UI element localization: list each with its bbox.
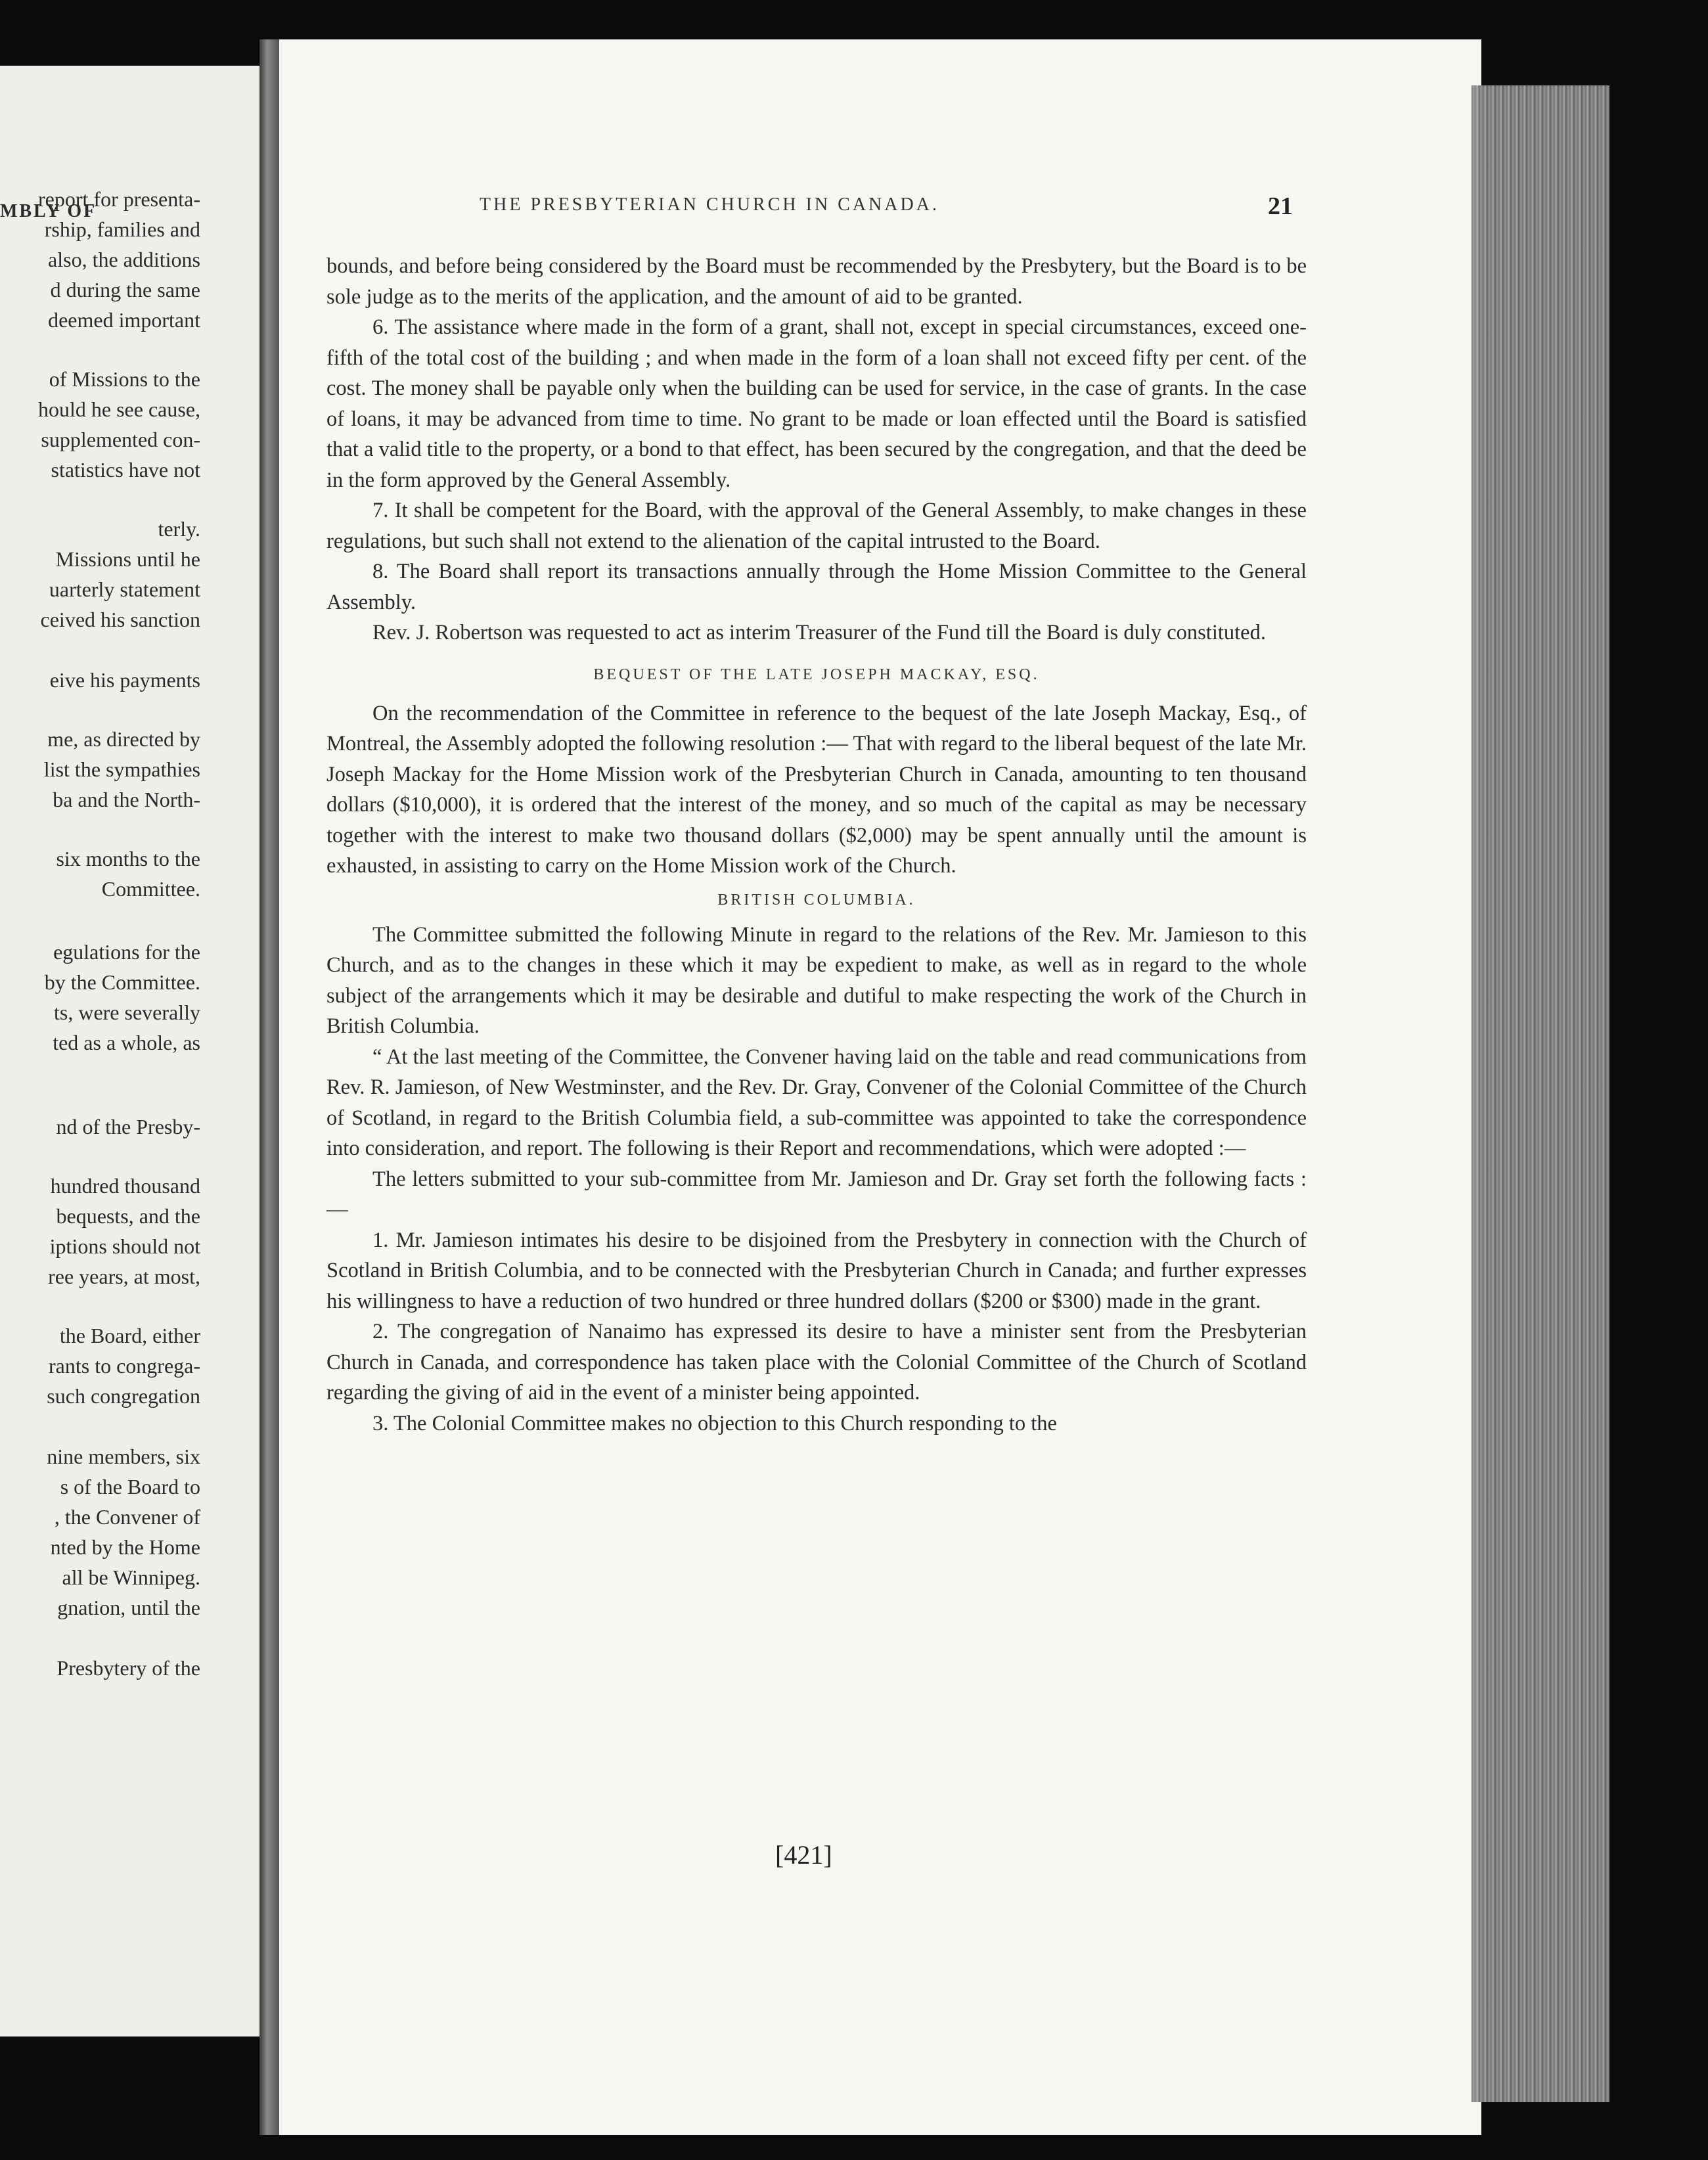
left-page-line: such congregation: [47, 1384, 200, 1408]
left-page-line: eive his payments: [49, 668, 200, 692]
paragraph: 2. The congregation of Nanaimo has expressed its desire to have a minister sent from the Presbyterian Church in Canada, and correspondence has taken place with the Colonial Committee of the Church of Scotland regarding the giving of aid in the event of a minister being appointed.: [326, 1320, 1307, 1405]
left-page-line: rants to congrega-: [48, 1354, 200, 1378]
left-page-line: , the Convener of: [54, 1505, 200, 1529]
left-page-line: statistics have not: [51, 458, 200, 482]
left-page-line: ts, were severally: [53, 1001, 200, 1024]
left-page-line: six months to the: [56, 847, 200, 870]
left-page-line: ree years, at most,: [48, 1265, 200, 1288]
paragraph: “ At the last meeting of the Committee, the Convener having laid on the table and read communications from Rev. R. Jamieson, of New Westminster, and the Rev. Dr. Gray, Convener of the Colonial Committee of the Church of Scotland, in regard to the British Columbia field, a sub-committee was appointed to take the correspondence into consideration, and report. The following is their Report and recommendations, which were adopted :—: [326, 1045, 1307, 1160]
left-page-line: terly.: [158, 517, 200, 541]
paragraph: 7. It shall be competent for the Board, with the approval of the General Assembly, to make changes in these regulations, but such shall not extend to the alienation of the capital intrusted to the Board.: [326, 499, 1307, 553]
left-page-line: rship, families and: [44, 217, 200, 241]
left-page-line: nted by the Home: [50, 1535, 200, 1559]
left-page-line: ba and the North-: [53, 788, 200, 811]
left-page-line: Presbytery of the: [56, 1656, 200, 1680]
paragraph: The Committee submitted the following Minute in regard to the relations of the Rev. Mr. Jamieson to this Church, and as to the changes in these which it may be expedient to make, as well as in regard to the whole subject of the arrangements which it may be desirable and dutiful to make respecting the work of the Church in British Columbia.: [326, 922, 1307, 1038]
paragraph: On the recommendation of the Committee in reference to the bequest of the late Joseph Mackay, Esq., of Montreal, the Assembly adopted the following resolution :— That with regard to the liberal bequest of the late Mr. Joseph Mackay for the Home Mission work of the Presbyterian Church in Canada, amounting to ten thousand dollars ($10,000), it is ordered that the interest of the money, and so much of the capital as may be necessary together with the interest to make two thousand dollars ($2,000) may be spent annually until the amount is exhausted, in assisting to carry on the Home Mission work of the Church.: [326, 701, 1307, 878]
left-page-line: of Missions to the: [49, 367, 200, 391]
left-page-line: Committee.: [101, 877, 200, 901]
left-page-line: d during the same: [50, 278, 200, 302]
section-heading: BEQUEST OF THE LATE JOSEPH MACKAY, ESQ.: [593, 665, 1040, 683]
left-page-line: report for presenta-: [38, 187, 200, 211]
left-page-line: uarterly statement: [49, 577, 200, 601]
left-page-line: gnation, until the: [57, 1596, 200, 1619]
left-page-line: nine members, six: [47, 1445, 200, 1468]
left-page-line: also, the additions: [48, 248, 200, 271]
left-page-line: the Board, either: [59, 1324, 200, 1347]
book-gutter: [259, 39, 279, 2135]
left-page-line: supplemented con-: [41, 428, 200, 451]
left-page-line: me, as directed by: [47, 727, 200, 751]
left-page-line: all be Winnipeg.: [62, 1565, 200, 1589]
paragraph: 1. Mr. Jamieson intimates his desire to be disjoined from the Presbytery in connection with the Church of Scotland in British Columbia, and to be connected with the Presbyterian Church in Canada; and further expresses his willingness to have a reduction of two hundred or three hundred dollars ($200 or $300) made in the grant.: [326, 1228, 1307, 1313]
running-head: THE PRESBYTERIAN CHURCH IN CANADA.: [480, 194, 939, 215]
left-page-line: bequests, and the: [56, 1204, 200, 1228]
left-page-line: egulations for the: [53, 940, 200, 964]
page-edge-stack: [1472, 85, 1609, 2102]
left-page-line: hould he see cause,: [37, 397, 200, 421]
left-page-line: nd of the Presby-: [56, 1115, 200, 1138]
left-page-line: iptions should not: [49, 1234, 200, 1258]
paragraph: Rev. J. Robertson was requested to act as interim Treasurer of the Fund till the Board is duly constituted.: [372, 621, 1266, 644]
left-page-line: list the sympathies: [43, 757, 200, 781]
left-page-line: hundred thousand: [50, 1174, 200, 1198]
left-page-line: Missions until he: [55, 547, 200, 571]
left-page-fragment: [0, 66, 259, 2036]
left-page-line: ceived his sanction: [40, 608, 200, 631]
paragraph: bounds, and before being considered by the Board must be recommended by the Presbytery, but the Board is to be sole judge as to the merits of the application, and the amount of aid to be granted.: [326, 254, 1307, 309]
left-page-line: s of the Board to: [60, 1475, 200, 1498]
paragraph: 3. The Colonial Committee makes no objection to this Church responding to the: [372, 1411, 1057, 1435]
paragraph: The letters submitted to your sub-committee from Mr. Jamieson and Dr. Gray set forth the following facts :—: [326, 1167, 1307, 1221]
left-page-line: deemed important: [48, 308, 200, 332]
left-running-head: MBLY OF: [0, 201, 97, 221]
paragraph: 6. The assistance where made in the form of a grant, shall not, except in special circumstances, exceed one-fifth of the total cost of the building ; and when made in the form of a loan shall not exceed fifty per cent. of the cost. The money shall be payable only when the building can be used for service, in the case of grants. In the case of loans, it may be advanced from time to time. No grant to be made or loan effected until the Board is satisfied that a valid title to the property, or a bond to that effect, has been secured by the congregation, and that the deed be in the form approved by the General Assembly.: [326, 315, 1307, 492]
paragraph: 8. The Board shall report its transactions annually through the Home Mission Committee to the General Assembly.: [326, 560, 1307, 614]
folio-number: [421]: [775, 1840, 832, 1870]
page-body: [326, 251, 1307, 1439]
left-page-line: ted as a whole, as: [53, 1031, 200, 1054]
left-page-line: by the Committee.: [44, 970, 200, 994]
section-heading: BRITISH COLUMBIA.: [717, 891, 916, 909]
page-number: 21: [1268, 192, 1293, 220]
